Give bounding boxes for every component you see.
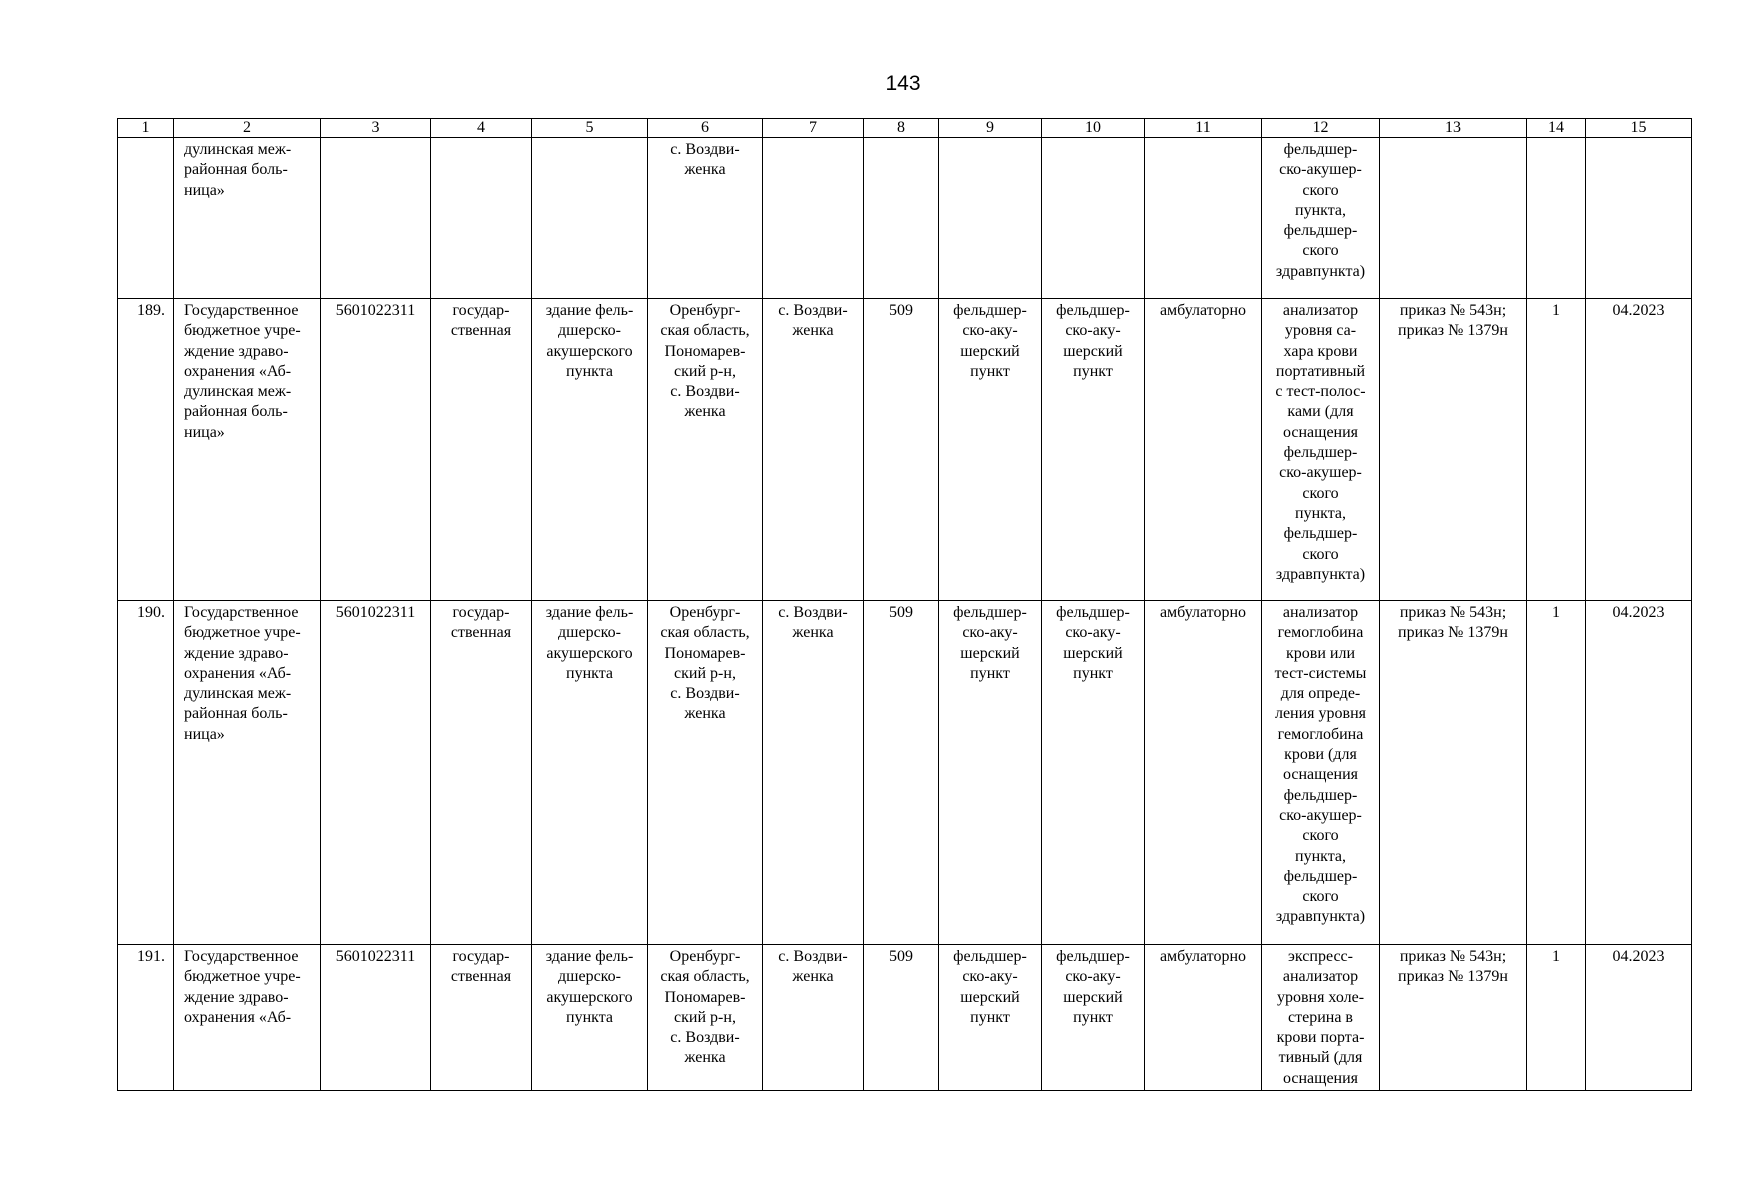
address-cell: Оренбург- ская область, Пономарев- ский р-н, с. Воздви- женка [648, 299, 763, 601]
column-number: 5 [532, 119, 648, 138]
ownership-cell: государ- ственная [431, 945, 532, 1091]
building-cell: здание фель- дшерско- акушерского пункта [532, 299, 648, 601]
care-type-cell: амбулаторно [1145, 601, 1262, 945]
settlement-cell: с. Воздви- женка [763, 601, 864, 945]
row-number-cell: 190. [118, 601, 174, 945]
organization-cell: Государственное бюджетное учре- ждение здраво- охранения «Аб- дулинская меж- районная боль- ница» [174, 601, 321, 945]
column-number: 14 [1527, 119, 1586, 138]
care-type-cell: амбулаторно [1145, 945, 1262, 1091]
column-number: 3 [321, 119, 431, 138]
quantity-cell: 1 [1527, 945, 1586, 1091]
address-cell: Оренбург- ская область, Пономарев- ский р-н, с. Воздви- женка [648, 601, 763, 945]
date-cell: 04.2023 [1586, 601, 1692, 945]
building-cell: здание фель- дшерско- акушерского пункта [532, 945, 648, 1091]
order-cell: приказ № 543н; приказ № 1379н [1380, 945, 1527, 1091]
inn-cell [321, 138, 431, 299]
column-number: 7 [763, 119, 864, 138]
unit-type-cell [939, 138, 1042, 299]
building-cell [532, 138, 648, 299]
row-number-cell: 191. [118, 945, 174, 1091]
ownership-cell [431, 138, 532, 299]
date-cell [1586, 138, 1692, 299]
column-number-row [118, 119, 1692, 138]
care-type-cell [1145, 138, 1262, 299]
ownership-cell: государ- ственная [431, 299, 532, 601]
unit-cell [1042, 138, 1145, 299]
ownership-cell: государ- ственная [431, 601, 532, 945]
column-number: 4 [431, 119, 532, 138]
unit-cell: фельдшер- ско-аку- шерский пункт [1042, 299, 1145, 601]
building-cell: здание фель- дшерско- акушерского пункта [532, 601, 648, 945]
column-number: 12 [1262, 119, 1380, 138]
code-cell: 509 [864, 601, 939, 945]
code-cell [864, 138, 939, 299]
table-row [118, 945, 1692, 1091]
date-cell: 04.2023 [1586, 299, 1692, 601]
organization-cell: Государственное бюджетное учре- ждение здраво- охранения «Аб- [174, 945, 321, 1091]
organization-cell: Государственное бюджетное учре- ждение здраво- охранения «Аб- дулинская меж- районная боль- ница» [174, 299, 321, 601]
equipment-table [117, 118, 1692, 1091]
settlement-cell: с. Воздви- женка [763, 299, 864, 601]
column-number: 1 [118, 119, 174, 138]
order-cell [1380, 138, 1527, 299]
equipment-cell: экспресс- анализатор уровня холе- стерина в крови порта- тивный (для оснащения [1262, 945, 1380, 1091]
address-cell: с. Воздви- женка [648, 138, 763, 299]
column-number: 11 [1145, 119, 1262, 138]
unit-type-cell: фельдшер- ско-аку- шерский пункт [939, 299, 1042, 601]
order-cell: приказ № 543н; приказ № 1379н [1380, 601, 1527, 945]
address-cell: Оренбург- ская область, Пономарев- ский р-н, с. Воздви- женка [648, 945, 763, 1091]
table-row [118, 299, 1692, 601]
page-number: 143 [885, 72, 921, 95]
settlement-cell [763, 138, 864, 299]
inn-cell: 5601022311 [321, 601, 431, 945]
column-number: 13 [1380, 119, 1527, 138]
unit-type-cell: фельдшер- ско-аку- шерский пункт [939, 945, 1042, 1091]
column-number: 15 [1586, 119, 1692, 138]
settlement-cell: с. Воздви- женка [763, 945, 864, 1091]
organization-cell: дулинская меж- районная боль- ница» [174, 138, 321, 299]
equipment-cell: анализатор гемоглобина крови или тест-системы для опреде- ления уровня гемоглобина крови (для оснащения фельдшер- ско-акушер- ского пункта, фельдшер- ского здравпункта) [1262, 601, 1380, 945]
quantity-cell: 1 [1527, 299, 1586, 601]
care-type-cell: амбулаторно [1145, 299, 1262, 601]
code-cell: 509 [864, 945, 939, 1091]
equipment-cell: фельдшер- ско-акушер- ского пункта, фельдшер- ского здравпункта) [1262, 138, 1380, 299]
unit-cell: фельдшер- ско-аку- шерский пункт [1042, 945, 1145, 1091]
column-number: 2 [174, 119, 321, 138]
table-row [118, 601, 1692, 945]
column-number: 9 [939, 119, 1042, 138]
column-number: 6 [648, 119, 763, 138]
code-cell: 509 [864, 299, 939, 601]
unit-type-cell: фельдшер- ско-аку- шерский пункт [939, 601, 1042, 945]
unit-cell: фельдшер- ско-аку- шерский пункт [1042, 601, 1145, 945]
inn-cell: 5601022311 [321, 299, 431, 601]
column-number: 10 [1042, 119, 1145, 138]
column-number: 8 [864, 119, 939, 138]
table-row [118, 138, 1692, 299]
order-cell: приказ № 543н; приказ № 1379н [1380, 299, 1527, 601]
inn-cell: 5601022311 [321, 945, 431, 1091]
row-number-cell: 189. [118, 299, 174, 601]
quantity-cell [1527, 138, 1586, 299]
quantity-cell: 1 [1527, 601, 1586, 945]
row-number-cell [118, 138, 174, 299]
equipment-cell: анализатор уровня са- хара крови портативный с тест-полос- ками (для оснащения фельдшер- ско-акушер- ского пункта, фельдшер- ского здравпункта) [1262, 299, 1380, 601]
date-cell: 04.2023 [1586, 945, 1692, 1091]
